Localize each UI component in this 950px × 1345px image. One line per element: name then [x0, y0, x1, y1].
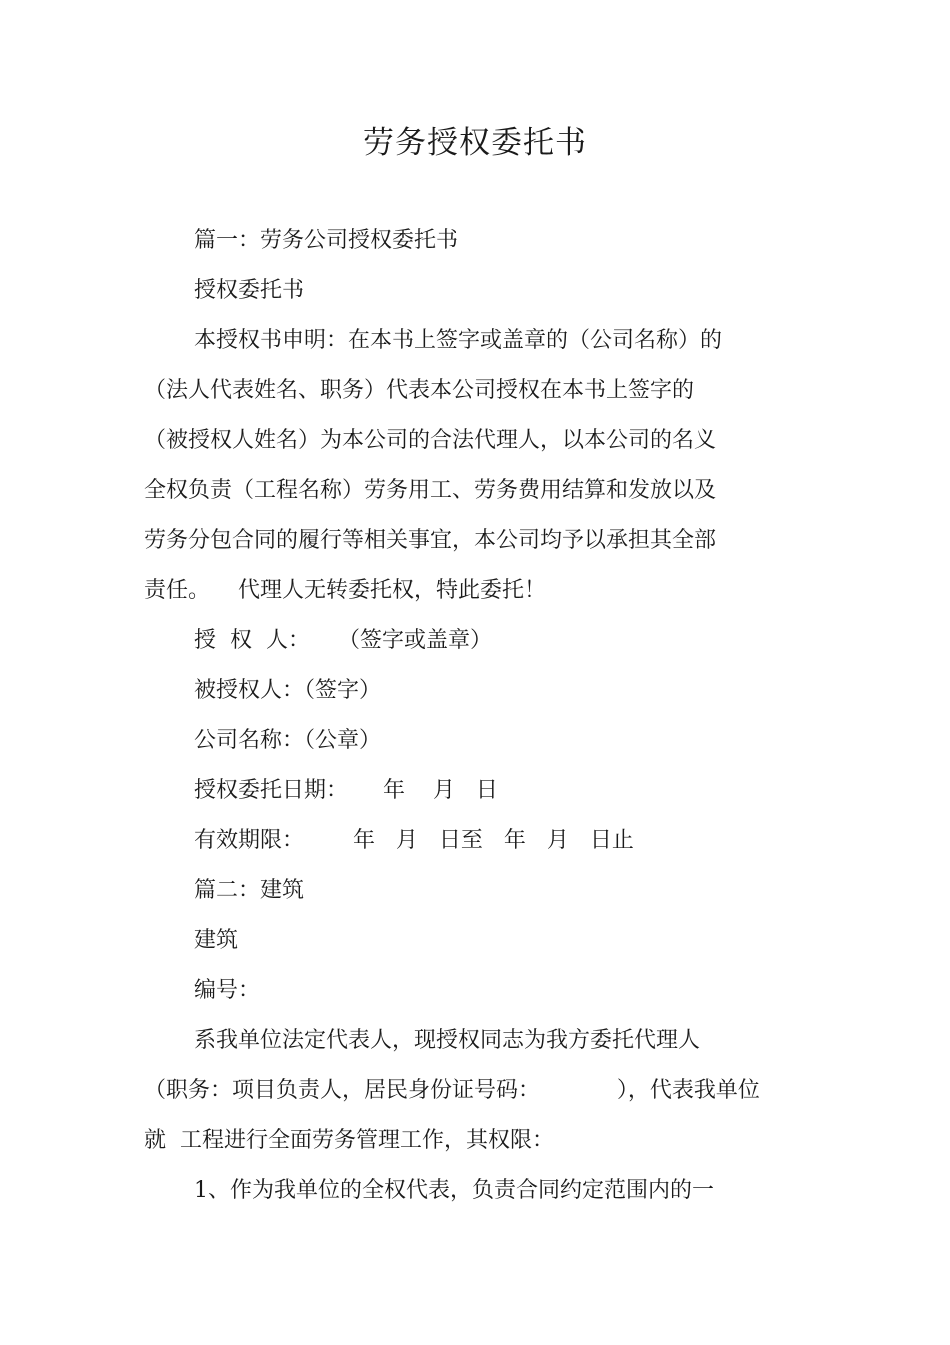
- paragraph-line: 本授权书申明：在本书上签字或盖章的（公司名称）的: [194, 328, 723, 353]
- paragraph-line: 系我单位法定代表人，现授权同志为我方委托代理人: [194, 1028, 701, 1053]
- paragraph-line: 劳务分包合同的履行等相关事宜，本公司均予以承担其全部: [144, 528, 717, 553]
- document-title: 劳务授权委托书: [363, 125, 587, 161]
- authorization-date-field: 授权委托日期： 年 月 日: [194, 778, 498, 803]
- validity-period-field: 有效期限： 年 月 日至 年 月 日止: [194, 828, 634, 853]
- paragraph-line: 就 工程进行全面劳务管理工作，其权限：: [144, 1128, 554, 1153]
- paragraph-line: （被授权人姓名）为本公司的合法代理人，以本公司的名义: [144, 428, 717, 453]
- number-field: 编号：: [194, 978, 261, 1003]
- subheading-authorization: 授权委托书: [194, 278, 305, 303]
- list-item: 1、作为我单位的全权代表，负责合同约定范围内的一: [194, 1178, 714, 1203]
- section-heading-2: 篇二：建筑: [194, 878, 305, 903]
- subheading-construction: 建筑: [194, 928, 239, 953]
- paragraph-line: （职务：项目负责人，居民身份证号码： ），代表我单位: [144, 1078, 760, 1103]
- paragraph-line: （法人代表姓名、职务）代表本公司授权在本书上签字的: [144, 378, 695, 403]
- section-heading-1: 篇一：劳务公司授权委托书: [194, 228, 459, 253]
- paragraph-line: 责任。 代理人无转委托权，特此委托！: [144, 578, 546, 603]
- grantee-field: 被授权人：（签字）: [194, 678, 382, 703]
- paragraph-line: 全权负责（工程名称）劳务用工、劳务费用结算和发放以及: [144, 478, 717, 503]
- grantor-field: 授 权 人： （签字或盖章）: [194, 628, 492, 653]
- company-name-field: 公司名称：（公章）: [194, 728, 382, 753]
